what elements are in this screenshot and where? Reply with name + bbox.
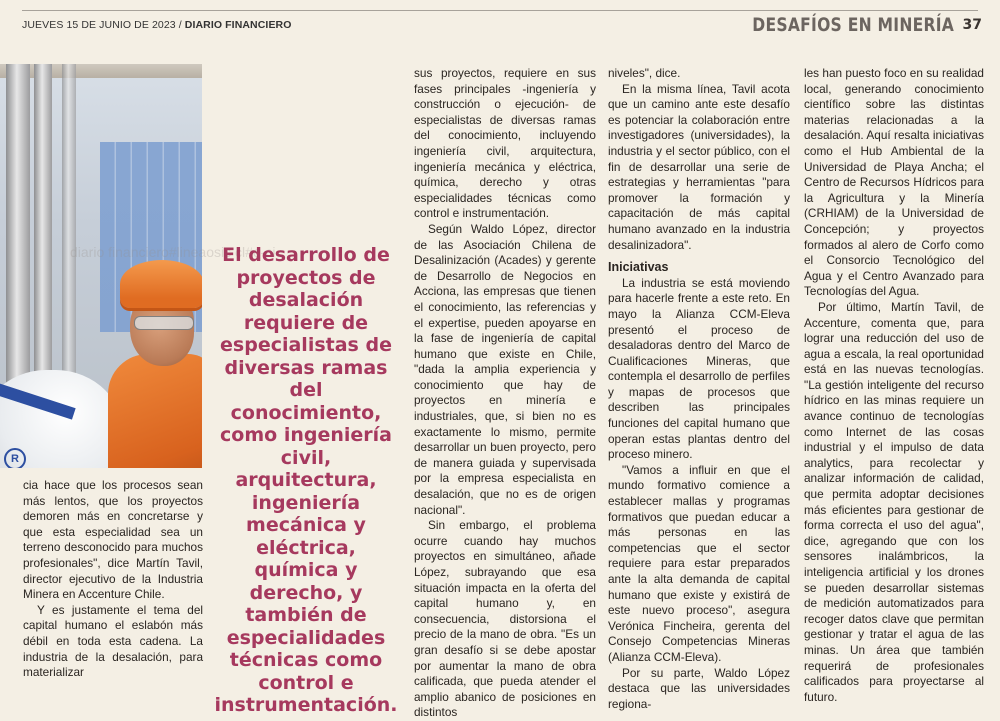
subheading: Iniciativas (608, 260, 669, 275)
header-publication: DIARIO FINANCIERO (184, 19, 292, 31)
article-column-4 (804, 66, 984, 705)
paragraph: Según Waldo López, director de las Asociación Chilena de Desalinización (Acades) y gerente de Desarrollo de Negocios en Acciona, las empresas que tienen el conocimiento, las referencias y el expertise, pueden apoyarse en la fase de ingeniería de capital humano que existe en Chile, "dada la amplia experiencia y conocimiento que hay de proyectos en minería e industriales, que, si bien no es exactamente lo mismo, permite desarrollar un buen proyecto, pero de manera guiada y supervisada por la empresa especialista en desalación, que no es de origen nacional". (414, 221, 596, 517)
header-date: JUEVES 15 DE JUNIO DE 2023 / (22, 19, 185, 31)
section-title: DESAFÍOS EN MINERÍA (752, 14, 954, 36)
paragraph: Por último, Martín Tavil, de Accenture, comenta que, para lograr una reducción del uso de agua a escala, la real oportunidad está en las nuevas tecnologías. "La gestión inteligente del recurso hídrico en las minas requiere un avance continuo de tecnologías como Internet de las cosas industrial y el impulso de data analytics, para recolectar y analizar información de calidad, que permita adoptar decisiones más eficientes para gestionar de forma correcta el uso del agua", dice, agregando que con los sensores inalámbricos, la inteligencia artificial y los drones se pueden desarrollar sistemas de medición automatizados para recoger datos clave que permitan gestionar y tratar el agua de las minas. Un área que también requerirá de profesionales calificados para proyectarse al futuro. (804, 299, 984, 704)
paragraph: les han puesto foco en su realidad local, generando conocimiento científico sobre las distintas materias relacionadas a la desalación. Aquí resalta iniciativas como el Hub Ambiental de la Universidad de Playa Ancha; el Centro de Recursos Hídricos para la Agricultura y la Minería (CRHIAM) de la Universidad de Concepción; y proyectos formados al alero de Corfo como el Consorcio Tecnológico del Agua y el Centro Avanzado para Tecnologías del Agua. (804, 66, 984, 299)
paragraph: Y es justamente el tema del capital humano el eslabón más débil en toda esta cadena. La industria de la desalación, para materializar (23, 602, 203, 680)
article-column-1 (23, 478, 203, 681)
safety-glasses-icon (134, 316, 194, 330)
paragraph: En la misma línea, Tavil acota que un camino ante este desafío es potenciar la colaboración entre investigadores (universidades), la industria y el sector público, con el fin de desarrollar una serie de estrategias y herramientas "para promover la formación y capacitación de más capital humano avanzado en la industria desalinizadora". (608, 81, 790, 252)
registered-mark-icon: R (4, 448, 26, 468)
article-column-3 (608, 66, 790, 712)
paragraph: Por su parte, Waldo López destaca que las universidades regiona- (608, 665, 790, 711)
paragraph: Sin embargo, el problema ocurre cuando hay muchos proyectos en simultáneo, añade López, subrayando que esa situación impacta en la oferta del capital humano y, en consecuencia, distorsiona el precio de la mano de obra. "Es un gran desafío si se debe apostar por aumentar la mano de obra calificada, que pueda atender el amplio abanico de posiciones en distintos (414, 518, 596, 720)
paragraph: cia hace que los procesos sean más lentos, que los proyectos demoren más en concretarse y que esta especialidad sea un terreno desconocido para muchos profesionales", dice Martín Tavil, director ejecutivo de la Industria Minera en Accenture Chile. (23, 478, 203, 602)
header-dateline (22, 19, 292, 31)
paragraph: sus proyectos, requiere en sus fases principales -ingeniería y construcción o ejecución- de especialistas de diversas ramas del conocimiento, incluyendo ingeniería civil, arquitectura, ingeniería mecánica y eléctrica, química, derecho y otras especialidades técnicas como control e instrumentación. (414, 66, 596, 221)
paragraph: La industria se está moviendo para hacerle frente a este reto. En mayo la Alianza CCM-Eleva presentó el proceso de desaladoras dentro del Marco de Cualificaciones Mineras, que contempla el desarrollo de perfiles y mapas de procesos que describen las principales funciones del capital humano que operan estas plantas dentro del proceso minero. (608, 275, 790, 462)
article-photo (0, 64, 202, 468)
page-number: 37 (962, 17, 982, 33)
paragraph: "Vamos a influir en que el mundo formativo comience a establecer mallas y programas formativos que puedan educar a más personas en las competencias que el sector requiere para estar preparados ante la alta demanda de capital humano que existe y existirá de este nuevo proceso", asegura Verónica Fincheira, gerenta del Consejo Competencias Mineras (Alianza CCM-Eleva). (608, 462, 790, 664)
hard-hat-icon (120, 260, 202, 308)
paragraph: niveles", dice. (608, 66, 681, 80)
pull-quote: El desarrollo de proyectos de desalación requiere de especialistas de diversas ramas del conocimiento, como ingeniería civil, arquitectura, ingeniería mecánica y eléctrica, química y derecho, y también de especialidades técnicas como control e instrumentación. (214, 244, 398, 716)
header-rule (22, 10, 978, 11)
photo-ceiling-beam (0, 64, 202, 78)
photo-worker-vest (108, 354, 202, 468)
article-column-2 (414, 66, 596, 721)
watermark: diario financiero#lineaosis cl#e-ci (70, 244, 276, 260)
